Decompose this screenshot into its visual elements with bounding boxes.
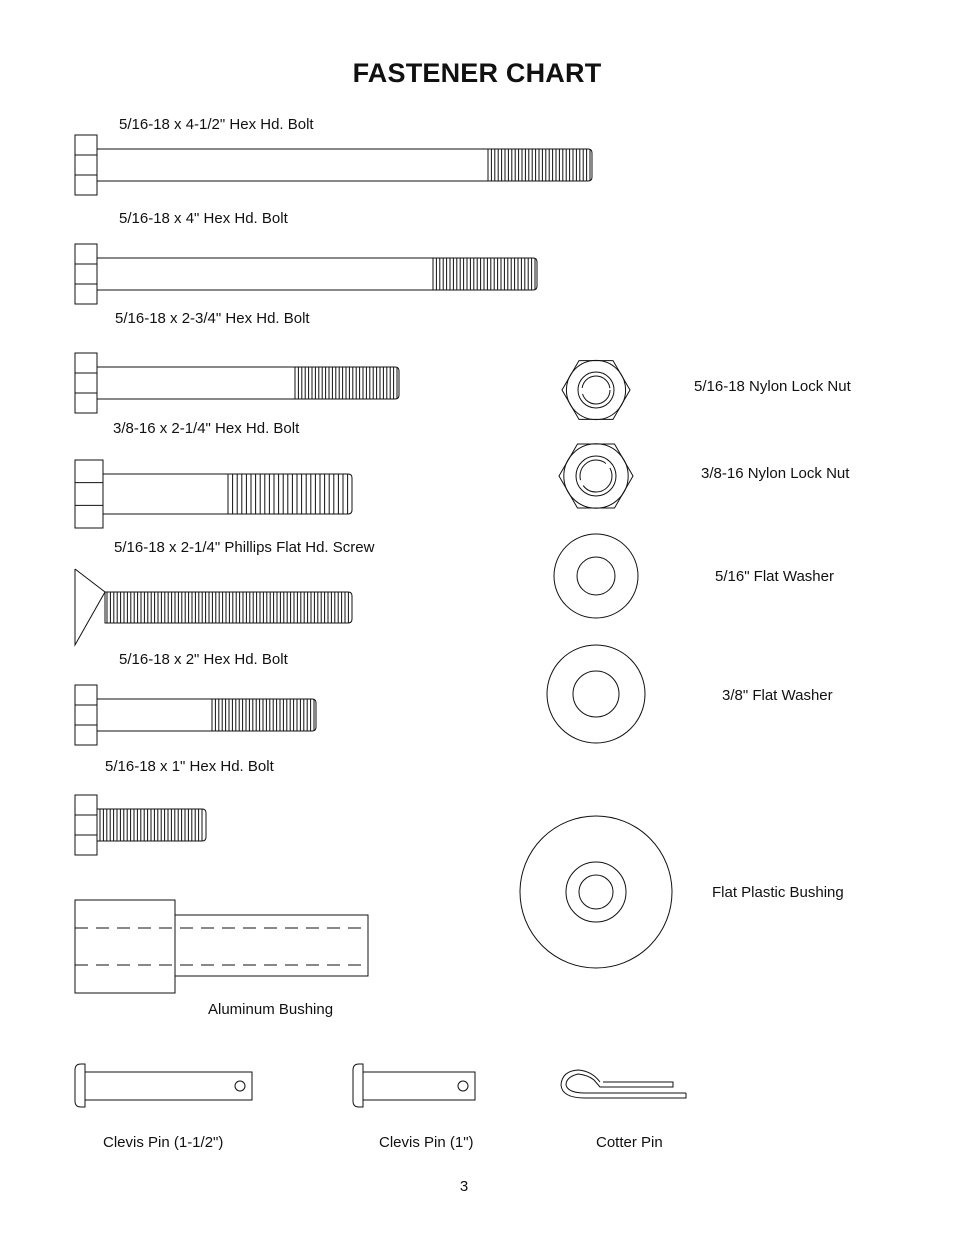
label-cotter-pin: Cotter Pin [596,1134,663,1151]
label-nylon-lock-nut-5-16: 5/16-18 Nylon Lock Nut [694,378,851,395]
label-flat-washer-5-16: 5/16" Flat Washer [715,568,834,585]
label-bolt-4-1-2: 5/16-18 x 4-1/2" Hex Hd. Bolt [119,116,314,133]
label-bolt-2-3-4: 5/16-18 x 2-3/4" Hex Hd. Bolt [115,310,310,327]
aluminum-bushing-drawing [75,900,368,993]
clevis-pin-1-1-2-drawing [75,1064,252,1107]
label-clevis-pin-1-1-2: Clevis Pin (1-1/2") [103,1134,224,1151]
bolt-1-drawing [75,795,206,855]
cotter-pin-drawing [561,1070,686,1098]
label-bolt-2: 5/16-18 x 2" Hex Hd. Bolt [119,651,288,668]
page-number: 3 [459,1178,469,1195]
nylon-lock-nut-3-8-drawing [559,444,633,508]
nylon-lock-nut-5-16-drawing [562,360,630,419]
page-title: FASTENER CHART [352,58,602,88]
label-aluminum-bushing: Aluminum Bushing [208,1001,334,1018]
label-bolt-4: 5/16-18 x 4" Hex Hd. Bolt [119,210,288,227]
label-flat-plastic-bushing: Flat Plastic Bushing [712,884,844,901]
flat-plastic-bushing-drawing [520,816,672,968]
label-bolt-1: 5/16-18 x 1" Hex Hd. Bolt [105,758,274,775]
label-clevis-pin-1: Clevis Pin (1") [379,1134,474,1151]
bolt-4-drawing [75,244,537,304]
bolt-4-1-2-drawing [75,135,592,195]
label-flat-washer-3-8: 3/8" Flat Washer [722,687,833,704]
label-bolt-3-8-2-1-4: 3/8-16 x 2-1/4" Hex Hd. Bolt [113,420,300,437]
flat-washer-5-16-drawing [554,534,638,618]
flat-head-screw-drawing [75,569,352,645]
label-flat-head-screw: 5/16-18 x 2-1/4" Phillips Flat Hd. Screw [114,539,375,556]
bolt-2-drawing [75,685,316,745]
flat-washer-3-8-drawing [547,645,645,743]
bolt-3-8-2-1-4-drawing [75,460,352,528]
bolt-2-3-4-drawing [75,353,399,413]
misc-drawings [75,360,686,1107]
clevis-pin-1-drawing [353,1064,475,1107]
label-nylon-lock-nut-3-8: 3/8-16 Nylon Lock Nut [701,465,850,482]
bolt-drawings [75,135,592,855]
